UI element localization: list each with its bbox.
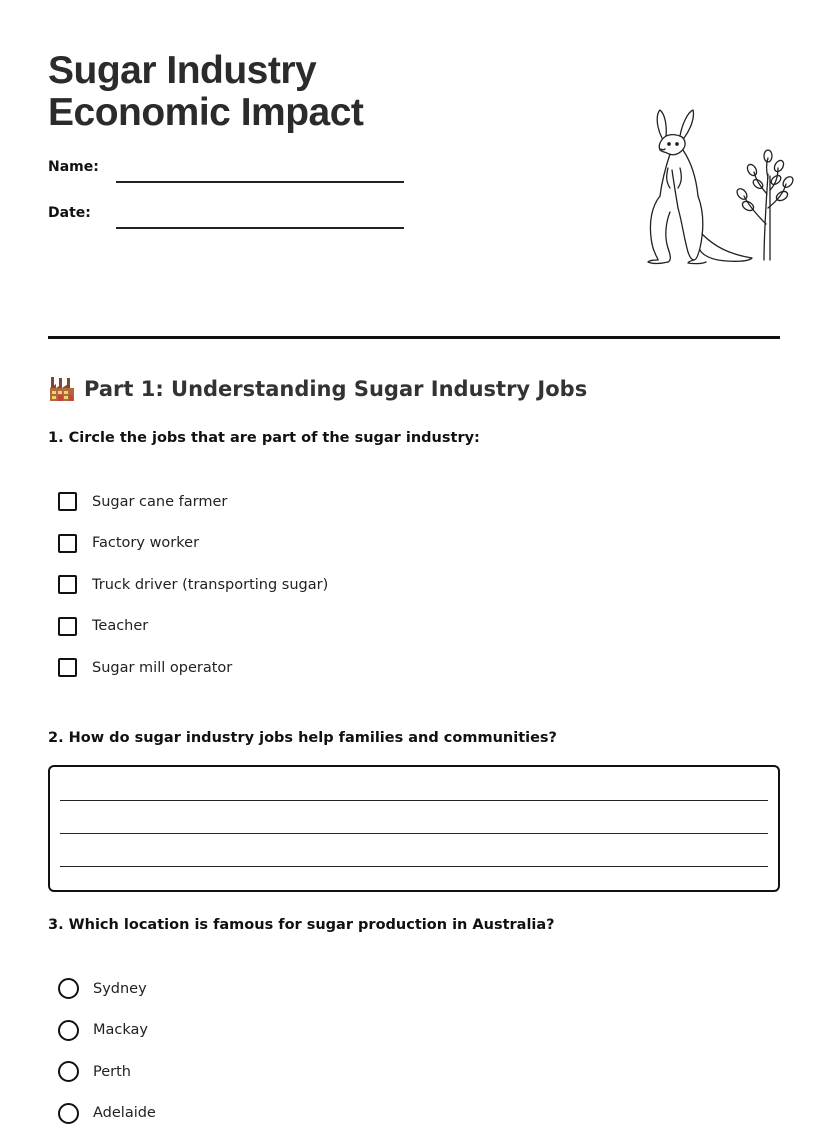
title-line-2: Economic Impact	[48, 92, 363, 134]
name-field[interactable]	[48, 159, 408, 189]
option-label: Perth	[93, 1064, 131, 1080]
radio-button[interactable]	[58, 978, 79, 999]
answer-line[interactable]	[60, 833, 768, 834]
name-label: Name:	[48, 159, 99, 175]
date-line[interactable]	[116, 227, 404, 229]
factory-icon	[48, 375, 76, 403]
question-2-answer-box[interactable]	[48, 765, 780, 892]
answer-line[interactable]	[60, 800, 768, 801]
option-truck-driver[interactable]	[58, 564, 328, 606]
part1-title-text: Part 1: Understanding Sugar Industry Jobs	[84, 374, 587, 404]
date-field[interactable]	[48, 205, 408, 235]
question-3: 3. Which location is famous for sugar production in Australia?	[48, 915, 555, 935]
checkbox[interactable]	[58, 575, 77, 594]
checkbox[interactable]	[58, 492, 77, 511]
title-line-1: Sugar Industry	[48, 50, 363, 92]
name-line[interactable]	[116, 181, 404, 183]
date-label: Date:	[48, 205, 91, 221]
option-sugar-mill-operator[interactable]	[58, 647, 328, 689]
worksheet-title	[48, 50, 363, 134]
option-sydney[interactable]	[58, 968, 156, 1010]
checkbox[interactable]	[58, 658, 77, 677]
checkbox[interactable]	[58, 534, 77, 553]
part1-title	[48, 374, 587, 404]
option-label: Sugar cane farmer	[92, 494, 227, 510]
radio-button[interactable]	[58, 1061, 79, 1082]
option-label: Truck driver (transporting sugar)	[92, 577, 328, 593]
option-label: Sydney	[93, 981, 147, 997]
option-label: Adelaide	[93, 1105, 156, 1121]
question-3-options	[58, 968, 156, 1134]
option-factory-worker[interactable]	[58, 523, 328, 565]
option-label: Teacher	[92, 618, 148, 634]
radio-button[interactable]	[58, 1103, 79, 1124]
option-teacher[interactable]	[58, 606, 328, 648]
answer-line[interactable]	[60, 866, 768, 867]
option-mackay[interactable]	[58, 1010, 156, 1052]
question-1-options	[58, 481, 328, 689]
question-1: 1. Circle the jobs that are part of the sugar industry:	[48, 428, 480, 448]
option-sugar-cane-farmer[interactable]	[58, 481, 328, 523]
checkbox[interactable]	[58, 617, 77, 636]
option-label: Sugar mill operator	[92, 660, 232, 676]
option-adelaide[interactable]	[58, 1093, 156, 1134]
kangaroo-and-tree-illustration-icon	[596, 104, 796, 268]
header-divider	[48, 336, 780, 339]
option-label: Factory worker	[92, 535, 199, 551]
radio-button[interactable]	[58, 1020, 79, 1041]
option-label: Mackay	[93, 1022, 148, 1038]
option-perth[interactable]	[58, 1051, 156, 1093]
question-2: 2. How do sugar industry jobs help families and communities?	[48, 728, 557, 748]
